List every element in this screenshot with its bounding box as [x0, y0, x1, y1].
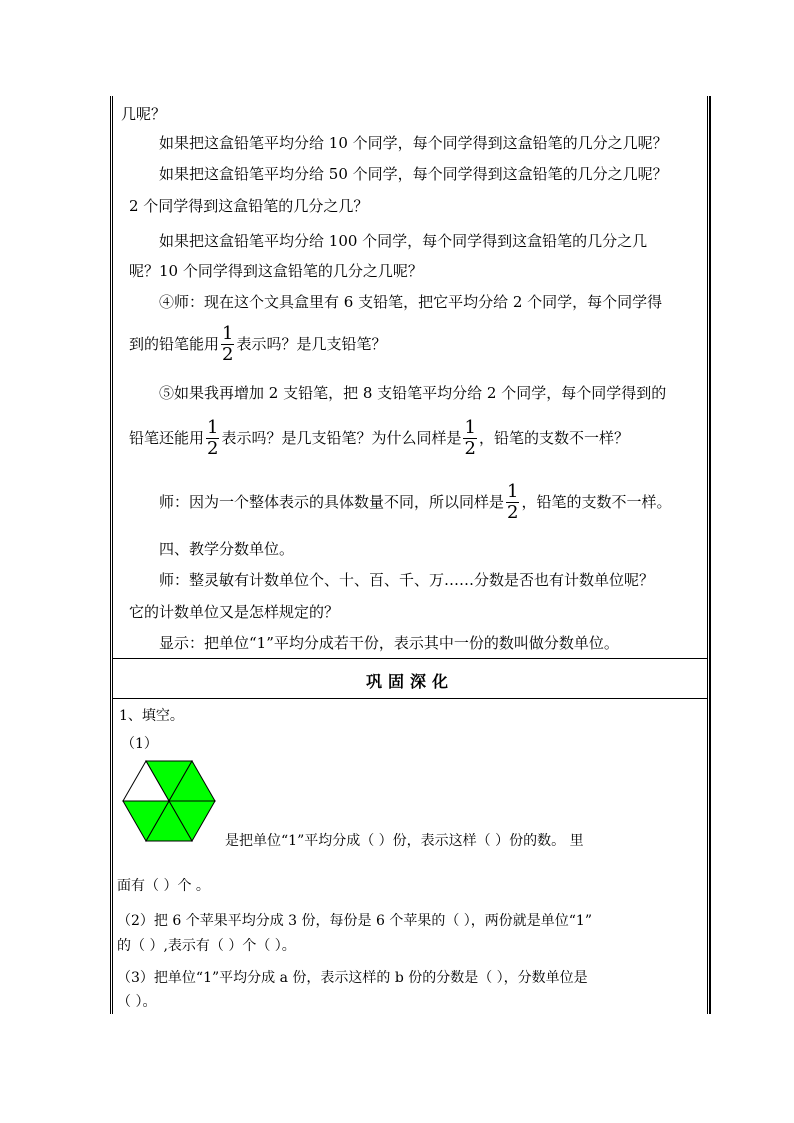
text-segment: 表示吗？是几支铅笔？ [236, 335, 387, 353]
text-segment: 铅笔还能用 [129, 429, 205, 447]
lesson-line: 师：整灵敏有计数单位个、十、百、千、万……分数是否也有计数单位呢？ [159, 571, 655, 589]
lesson-line: 如果把这盒铅笔平均分给 10 个同学，每个同学得到这盒铅笔的几分之几呢？ [159, 134, 668, 152]
question-1-text-cont: 面有（ ）个 。 [117, 878, 210, 894]
section-title: 巩固深化 [365, 672, 454, 691]
text-segment: 表示吗？是几支铅笔？为什么同样是 [221, 429, 462, 447]
fraction-line-2 [129, 416, 629, 460]
question-1-sub: （1） [121, 736, 158, 752]
fraction-line-1 [129, 324, 386, 366]
lesson-line: 2 个同学得到这盒铅笔的几分之几？ [129, 197, 369, 215]
lesson-line: 呢？10 个同学得到这盒铅笔的几分之几呢？ [129, 262, 423, 280]
question-3-line: （ ）。 [117, 994, 157, 1010]
text-segment: 到的铅笔能用 [129, 335, 220, 353]
text-segment: ，铅笔的支数不一样？ [478, 429, 629, 447]
question-1-text: 是把单位“1”平均分成（ ）份，表示这样（ ）份的数。 里 [225, 833, 584, 849]
lesson-line: 显示：把单位“1”平均分成若干份，表示其中一份的数叫做分数单位。 [159, 634, 619, 652]
lesson-line: 它的计数单位又是怎样规定的？ [129, 603, 340, 621]
question-2-line: （2）把 6 个苹果平均分成 3 份，每份是 6 个苹果的（ ），两份就是单位“1” [117, 913, 593, 929]
text-segment: 师：因为一个整体表示的具体数量不同，所以同样是 [159, 493, 505, 511]
fraction-one-half: $\frac{1}{2}$ [507, 480, 519, 523]
text-segment: ，铅笔的支数不一样。 [521, 493, 672, 511]
hexagon-figure [121, 760, 217, 842]
question-3-line: （3）把单位“1”平均分成 a 份，表示这样的 b 份的分数是（ ），分数单位是 [117, 970, 588, 986]
table-border-left [110, 96, 111, 1014]
lesson-line: 如果把这盒铅笔平均分给 50 个同学，每个同学得到这盒铅笔的几分之几呢？ [159, 165, 668, 183]
lesson-table [112, 96, 708, 1014]
lesson-line: 如果把这盒铅笔平均分给 100 个同学，每个同学得到这盒铅笔的几分之几 [159, 232, 648, 250]
lesson-line: ⑤如果我再增加 2 支铅笔，把 8 支铅笔平均分给 2 个同学，每个同学得到的 [159, 384, 667, 402]
fraction-line-3 [159, 480, 671, 524]
row-divider [113, 658, 707, 659]
fraction-one-half: $\frac{1}{2}$ [464, 416, 476, 459]
row-divider [113, 698, 707, 699]
lesson-heading: 四、教学分数单位。 [159, 540, 295, 558]
table-border-right [709, 96, 711, 1014]
lesson-line: 几呢？ [121, 105, 167, 123]
fraction-one-half: $\frac{1}{2}$ [222, 322, 234, 365]
fraction-one-half: $\frac{1}{2}$ [207, 416, 219, 459]
question-1-title: 1、填空。 [119, 708, 184, 724]
lesson-line: ④师：现在这个文具盒里有 6 支铅笔，把它平均分给 2 个同学，每个同学得 [159, 293, 663, 311]
question-2-line: 的（ ）,表示有（ ）个（ ）。 [117, 938, 296, 954]
